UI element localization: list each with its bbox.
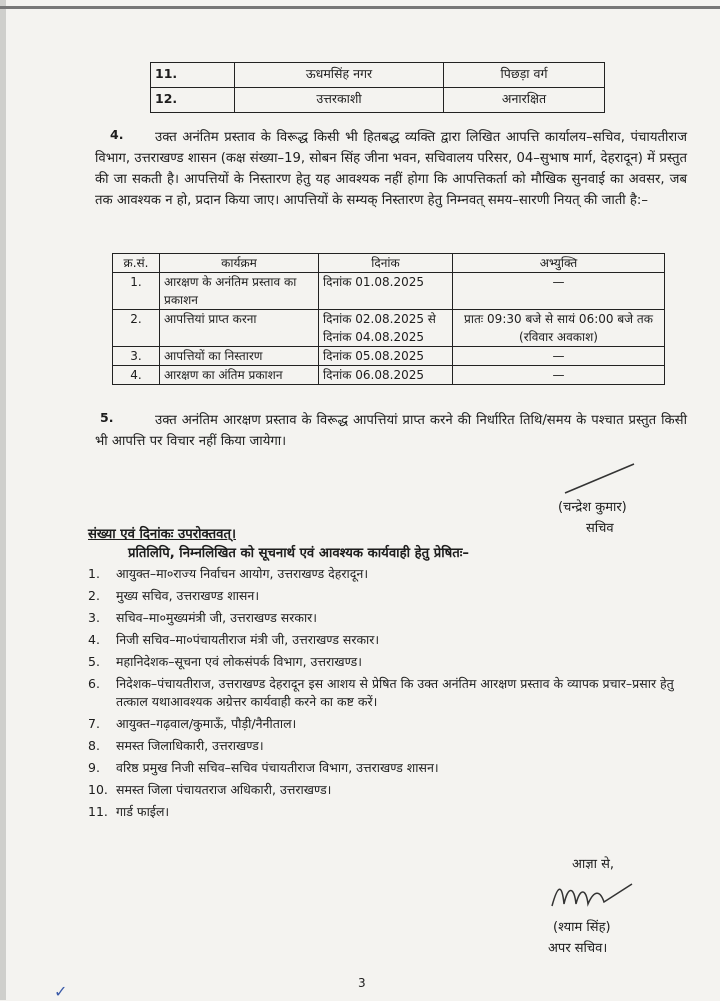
remark-cell: प्रातः 09:30 बजे से सायं 06:00 बजे तक (रविवार अवकाश): [453, 310, 665, 347]
list-item: 2. मुख्य सचिव, उत्तराखण्ड शासन।: [88, 588, 260, 603]
list-item: 4. निजी सचिव–मा०पंचायतीराज मंत्री जी, उत्तराखण्ड सरकार।: [88, 632, 380, 647]
date-cell: दिनांक 05.08.2025: [319, 347, 453, 366]
table-row: [113, 273, 665, 310]
list-item: 9. वरिष्ठ प्रमुख निजी सचिव–सचिव पंचायतीराज विभाग, उत्तराखण्ड शासन।: [88, 760, 439, 775]
page-edge: [0, 0, 6, 1000]
district-table: [150, 62, 605, 113]
signature-mark: [548, 874, 638, 914]
serial-cell: 2.: [113, 310, 160, 347]
para5-number: 5.: [100, 410, 114, 425]
para5-text: उक्त अनंतिम आरक्षण प्रस्ताव के विरूद्ध आपत्तियां प्राप्त करने की निर्धारित तिथि/समय के पश्चात प्रस्तुत किसी भी आपत्ति पर विचार नहीं किया जायेगा।: [95, 413, 687, 449]
remark-cell: —: [453, 273, 665, 310]
table-row: [113, 310, 665, 347]
para4-number: 4.: [110, 127, 124, 142]
col-header-remark: अभ्युक्ति: [453, 254, 665, 273]
date-cell: दिनांक 06.08.2025: [319, 366, 453, 385]
para4-text: उक्त अनंतिम प्रस्ताव के विरूद्ध किसी भी हितबद्ध व्यक्ति द्वारा लिखित आपत्ति कार्यालय–सचिव, पंचायतीराज विभाग, उत्तराखण्ड शासन (कक्ष संख्या–19, सोबन सिंह जीना भवन, सचिवालय परिसर, 04–सुभाष मार्ग, देहरादून) में प्रस्तुत की जा सकती है। आपत्तियों के निस्तारण हेतु यह आवश्यक नहीं होगा कि आपत्तिकर्ता को मौखिक सुनवाई का अवसर, जब तक आवश्यक न हो, प्रदान किया जाए। आपत्तियों के सम्यक् निस्तारण हेतु निम्नवत् समय–सारणी नियत् की जाती है:–: [95, 130, 687, 208]
program-cell: आपत्तियां प्राप्त करना: [160, 310, 319, 347]
signatory2-designation: अपर सचिव।: [548, 941, 608, 956]
row-number: 12.: [151, 88, 235, 113]
signatory2-name: (श्याम सिंह): [553, 920, 611, 935]
list-item: 11. गार्ड फाईल।: [88, 804, 170, 819]
page-number: 3: [358, 976, 366, 990]
table-row: [113, 347, 665, 366]
date-cell: दिनांक 01.08.2025: [319, 273, 453, 310]
reservation-category: अनारक्षित: [444, 88, 605, 113]
col-header-date: दिनांक: [319, 254, 453, 273]
table-row: [151, 63, 605, 88]
list-item: 7. आयुक्त–गढ़वाल/कुमाऊँ, पौड़ी/नैनीताल।: [88, 716, 297, 731]
signatory1-name: (चन्द्रेश कुमार): [558, 500, 627, 515]
program-cell: आपत्तियों का निस्तारण: [160, 347, 319, 366]
table-row: [151, 88, 605, 113]
schedule-table: [112, 253, 665, 385]
date-cell: दिनांक 02.08.2025 से दिनांक 04.08.2025: [319, 310, 453, 347]
district-name: उत्तरकाशी: [235, 88, 444, 113]
list-item: 8. समस्त जिलाधिकारी, उत्तराखण्ड।: [88, 738, 264, 753]
list-item: 6. निदेशक–पंचायतीराज, उत्तराखण्ड देहरादून इस आशय से प्रेषित कि उक्त अनंतिम आरक्षण प्रस्ताव के व्यापक प्रचार–प्रसार हेतु तत्काल यथाआवश्यक अग्रेत्तर कार्यवाही करने का कष्ट करें।: [88, 676, 674, 709]
reference-line: संख्या एवं दिनांकः उपरोक्तवत्।: [88, 527, 236, 542]
signatory1-designation: सचिव: [586, 521, 614, 536]
serial-cell: 3.: [113, 347, 160, 366]
reservation-category: पिछड़ा वर्ग: [444, 63, 605, 88]
checkmark-icon: ✓: [54, 982, 68, 1001]
list-item: 3. सचिव–मा०मुख्यमंत्री जी, उत्तराखण्ड सरकार।: [88, 610, 318, 625]
serial-cell: 1.: [113, 273, 160, 310]
order-line: आज्ञा से,: [572, 857, 615, 872]
list-item: 5. महानिदेशक–सूचना एवं लोकसंपर्क विभाग, उत्तराखण्ड।: [88, 654, 362, 669]
district-name: ऊधमसिंह नगर: [235, 63, 444, 88]
remark-cell: —: [453, 347, 665, 366]
list-item: 1. आयुक्त–मा०राज्य निर्वाचन आयोग, उत्तराखण्ड देहरादून।: [88, 566, 369, 581]
top-rule: [0, 6, 720, 9]
serial-cell: 4.: [113, 366, 160, 385]
signature-mark: [560, 458, 640, 498]
program-cell: आरक्षण के अनंतिम प्रस्ताव का प्रकाशन: [160, 273, 319, 310]
remark-cell: —: [453, 366, 665, 385]
list-item: 10. समस्त जिला पंचायतराज अधिकारी, उत्तराखण्ड।: [88, 782, 332, 797]
table-row: [113, 366, 665, 385]
row-number: 11.: [151, 63, 235, 88]
copy-list: [88, 565, 708, 825]
program-cell: आरक्षण का अंतिम प्रकाशन: [160, 366, 319, 385]
table-header-row: [113, 254, 665, 273]
col-header-serial: क्र.सं.: [113, 254, 160, 273]
copy-intro: प्रतिलिपि, निम्नलिखित को सूचनार्थ एवं आवश्यक कार्यवाही हेतु प्रेषितः–: [128, 546, 470, 561]
col-header-program: कार्यक्रम: [160, 254, 319, 273]
